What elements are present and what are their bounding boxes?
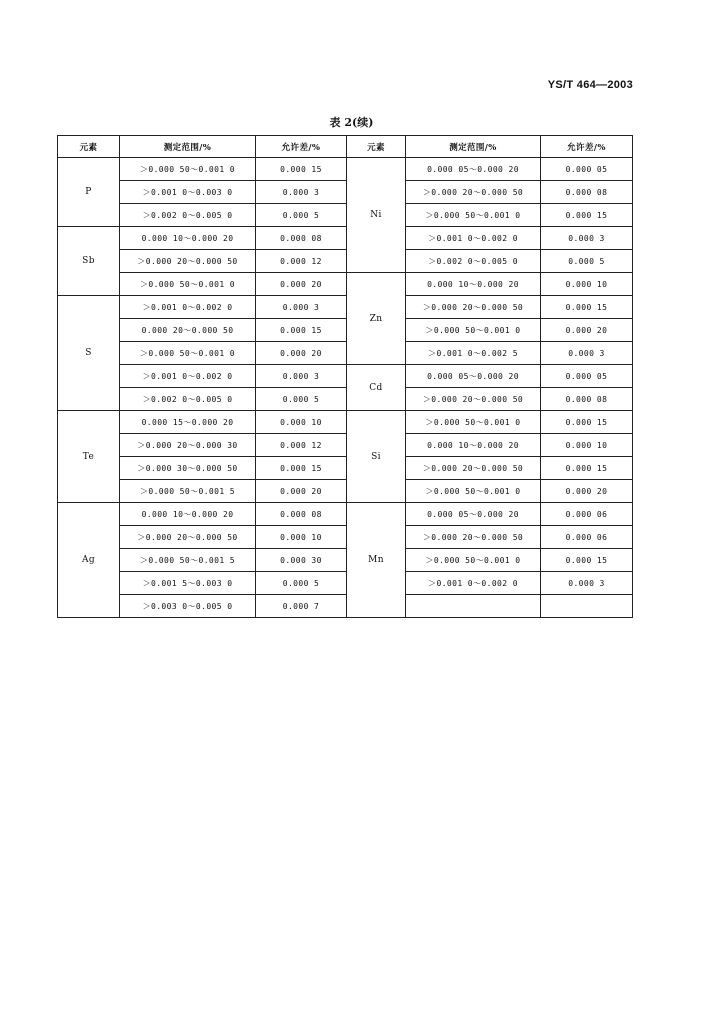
tolerance-cell: 0.000 5 bbox=[256, 572, 347, 595]
element-cell: Sb bbox=[58, 227, 120, 296]
range-cell: ＞0.000 50～0.001 5 bbox=[120, 549, 256, 572]
tolerance-cell: 0.000 08 bbox=[256, 227, 347, 250]
tolerance-table bbox=[57, 135, 633, 618]
table-row bbox=[58, 595, 633, 618]
tolerance-cell: 0.000 15 bbox=[541, 296, 633, 319]
table-header-row bbox=[58, 136, 633, 158]
range-cell: ＞0.000 30～0.000 50 bbox=[120, 457, 256, 480]
range-cell: ＞0.001 0～0.003 0 bbox=[120, 181, 256, 204]
table-row bbox=[58, 457, 633, 480]
table-row bbox=[58, 365, 633, 388]
element-cell: Ni bbox=[347, 158, 406, 273]
tolerance-cell: 0.000 15 bbox=[541, 457, 633, 480]
element-cell: Si bbox=[347, 411, 406, 503]
table-row bbox=[58, 572, 633, 595]
element-cell: Te bbox=[58, 411, 120, 503]
tolerance-cell: 0.000 12 bbox=[256, 434, 347, 457]
range-cell: ＞0.000 50～0.001 0 bbox=[406, 480, 541, 503]
tolerance-cell: 0.000 10 bbox=[256, 411, 347, 434]
tolerance-cell: 0.000 08 bbox=[256, 503, 347, 526]
range-cell: 0.000 15～0.000 20 bbox=[120, 411, 256, 434]
tolerance-cell: 0.000 15 bbox=[541, 411, 633, 434]
element-cell: S bbox=[58, 296, 120, 411]
table-row bbox=[58, 273, 633, 296]
table-row bbox=[58, 319, 633, 342]
range-cell: ＞0.000 50～0.001 0 bbox=[406, 549, 541, 572]
header-tolerance: 允许差/% bbox=[256, 136, 347, 158]
tolerance-cell: 0.000 15 bbox=[541, 549, 633, 572]
element-cell: Ag bbox=[58, 503, 120, 618]
tolerance-cell: 0.000 15 bbox=[256, 457, 347, 480]
tolerance-cell: 0.000 12 bbox=[256, 250, 347, 273]
tolerance-cell: 0.000 10 bbox=[541, 434, 633, 457]
tolerance-cell: 0.000 10 bbox=[256, 526, 347, 549]
range-cell: 0.000 10～0.000 20 bbox=[406, 273, 541, 296]
range-cell: ＞0.000 50～0.001 0 bbox=[406, 204, 541, 227]
tolerance-cell: 0.000 30 bbox=[256, 549, 347, 572]
header-element: 元素 bbox=[347, 136, 406, 158]
range-cell: ＞0.001 5～0.003 0 bbox=[120, 572, 256, 595]
tolerance-cell: 0.000 5 bbox=[256, 388, 347, 411]
header-tolerance: 允许差/% bbox=[541, 136, 633, 158]
tolerance-cell: 0.000 20 bbox=[256, 480, 347, 503]
table-row bbox=[58, 549, 633, 572]
table-row bbox=[58, 480, 633, 503]
tolerance-cell: 0.000 15 bbox=[256, 319, 347, 342]
tolerance-cell: 0.000 5 bbox=[256, 204, 347, 227]
tolerance-cell: 0.000 7 bbox=[256, 595, 347, 618]
table-row bbox=[58, 158, 633, 181]
range-cell: 0.000 05～0.000 20 bbox=[406, 158, 541, 181]
range-cell: ＞0.002 0～0.005 0 bbox=[120, 204, 256, 227]
tolerance-cell: 0.000 3 bbox=[256, 296, 347, 319]
range-cell: ＞0.001 0～0.002 0 bbox=[120, 365, 256, 388]
tolerance-cell: 0.000 05 bbox=[541, 365, 633, 388]
tolerance-cell: 0.000 15 bbox=[256, 158, 347, 181]
table-row bbox=[58, 342, 633, 365]
element-cell: Zn bbox=[347, 273, 406, 365]
range-cell: ＞0.002 0～0.005 0 bbox=[120, 388, 256, 411]
table-row bbox=[58, 250, 633, 273]
range-cell: ＞0.001 0～0.002 0 bbox=[406, 227, 541, 250]
tolerance-cell: 0.000 3 bbox=[541, 342, 633, 365]
tolerance-cell: 0.000 15 bbox=[541, 204, 633, 227]
range-cell bbox=[406, 595, 541, 618]
table-row bbox=[58, 526, 633, 549]
range-cell: ＞0.000 50～0.001 5 bbox=[120, 480, 256, 503]
tolerance-cell: 0.000 5 bbox=[541, 250, 633, 273]
standard-code: YS/T 464—2003 bbox=[547, 79, 633, 91]
tolerance-cell: 0.000 3 bbox=[256, 365, 347, 388]
range-cell: 0.000 05～0.000 20 bbox=[406, 503, 541, 526]
range-cell: ＞0.000 50～0.001 0 bbox=[120, 273, 256, 296]
range-cell: ＞0.000 20～0.000 50 bbox=[120, 526, 256, 549]
tolerance-cell: 0.000 20 bbox=[256, 342, 347, 365]
tolerance-cell: 0.000 3 bbox=[541, 227, 633, 250]
range-cell: ＞0.000 20～0.000 30 bbox=[120, 434, 256, 457]
table-row bbox=[58, 434, 633, 457]
range-cell: ＞0.003 0～0.005 0 bbox=[120, 595, 256, 618]
range-cell: ＞0.000 50～0.001 0 bbox=[406, 319, 541, 342]
range-cell: ＞0.000 50～0.001 0 bbox=[120, 342, 256, 365]
tolerance-cell: 0.000 20 bbox=[541, 480, 633, 503]
range-cell: 0.000 05～0.000 20 bbox=[406, 365, 541, 388]
range-cell: 0.000 10～0.000 20 bbox=[120, 227, 256, 250]
table-title: 表 2(续) bbox=[329, 116, 374, 129]
table-row bbox=[58, 503, 633, 526]
tolerance-cell: 0.000 3 bbox=[541, 572, 633, 595]
tolerance-cell: 0.000 08 bbox=[541, 388, 633, 411]
table-row bbox=[58, 204, 633, 227]
header-range: 测定范围/% bbox=[406, 136, 541, 158]
tolerance-cell: 0.000 3 bbox=[256, 181, 347, 204]
range-cell: ＞0.000 20～0.000 50 bbox=[406, 526, 541, 549]
range-cell: 0.000 10～0.000 20 bbox=[120, 503, 256, 526]
tolerance-cell: 0.000 06 bbox=[541, 526, 633, 549]
range-cell: ＞0.001 0～0.002 0 bbox=[120, 296, 256, 319]
table-row bbox=[58, 181, 633, 204]
tolerance-cell: 0.000 08 bbox=[541, 181, 633, 204]
range-cell: ＞0.000 20～0.000 50 bbox=[406, 457, 541, 480]
element-cell: Cd bbox=[347, 365, 406, 411]
table-row bbox=[58, 227, 633, 250]
range-cell: ＞0.002 0～0.005 0 bbox=[406, 250, 541, 273]
range-cell: ＞0.001 0～0.002 5 bbox=[406, 342, 541, 365]
range-cell: ＞0.000 20～0.000 50 bbox=[120, 250, 256, 273]
range-cell: 0.000 20～0.000 50 bbox=[120, 319, 256, 342]
header-element: 元素 bbox=[58, 136, 120, 158]
range-cell: ＞0.000 50～0.001 0 bbox=[120, 158, 256, 181]
tolerance-cell bbox=[541, 595, 633, 618]
range-cell: ＞0.000 20～0.000 50 bbox=[406, 296, 541, 319]
element-cell: Mn bbox=[347, 503, 406, 618]
tolerance-cell: 0.000 10 bbox=[541, 273, 633, 296]
tolerance-cell: 0.000 20 bbox=[256, 273, 347, 296]
tolerance-cell: 0.000 06 bbox=[541, 503, 633, 526]
range-cell: ＞0.000 50～0.001 0 bbox=[406, 411, 541, 434]
range-cell: ＞0.001 0～0.002 0 bbox=[406, 572, 541, 595]
table-row bbox=[58, 296, 633, 319]
tolerance-cell: 0.000 05 bbox=[541, 158, 633, 181]
element-cell: P bbox=[58, 158, 120, 227]
header-range: 测定范围/% bbox=[120, 136, 256, 158]
table-row bbox=[58, 411, 633, 434]
table-row bbox=[58, 388, 633, 411]
range-cell: ＞0.000 20～0.000 50 bbox=[406, 181, 541, 204]
range-cell: ＞0.000 20～0.000 50 bbox=[406, 388, 541, 411]
tolerance-cell: 0.000 20 bbox=[541, 319, 633, 342]
range-cell: 0.000 10～0.000 20 bbox=[406, 434, 541, 457]
